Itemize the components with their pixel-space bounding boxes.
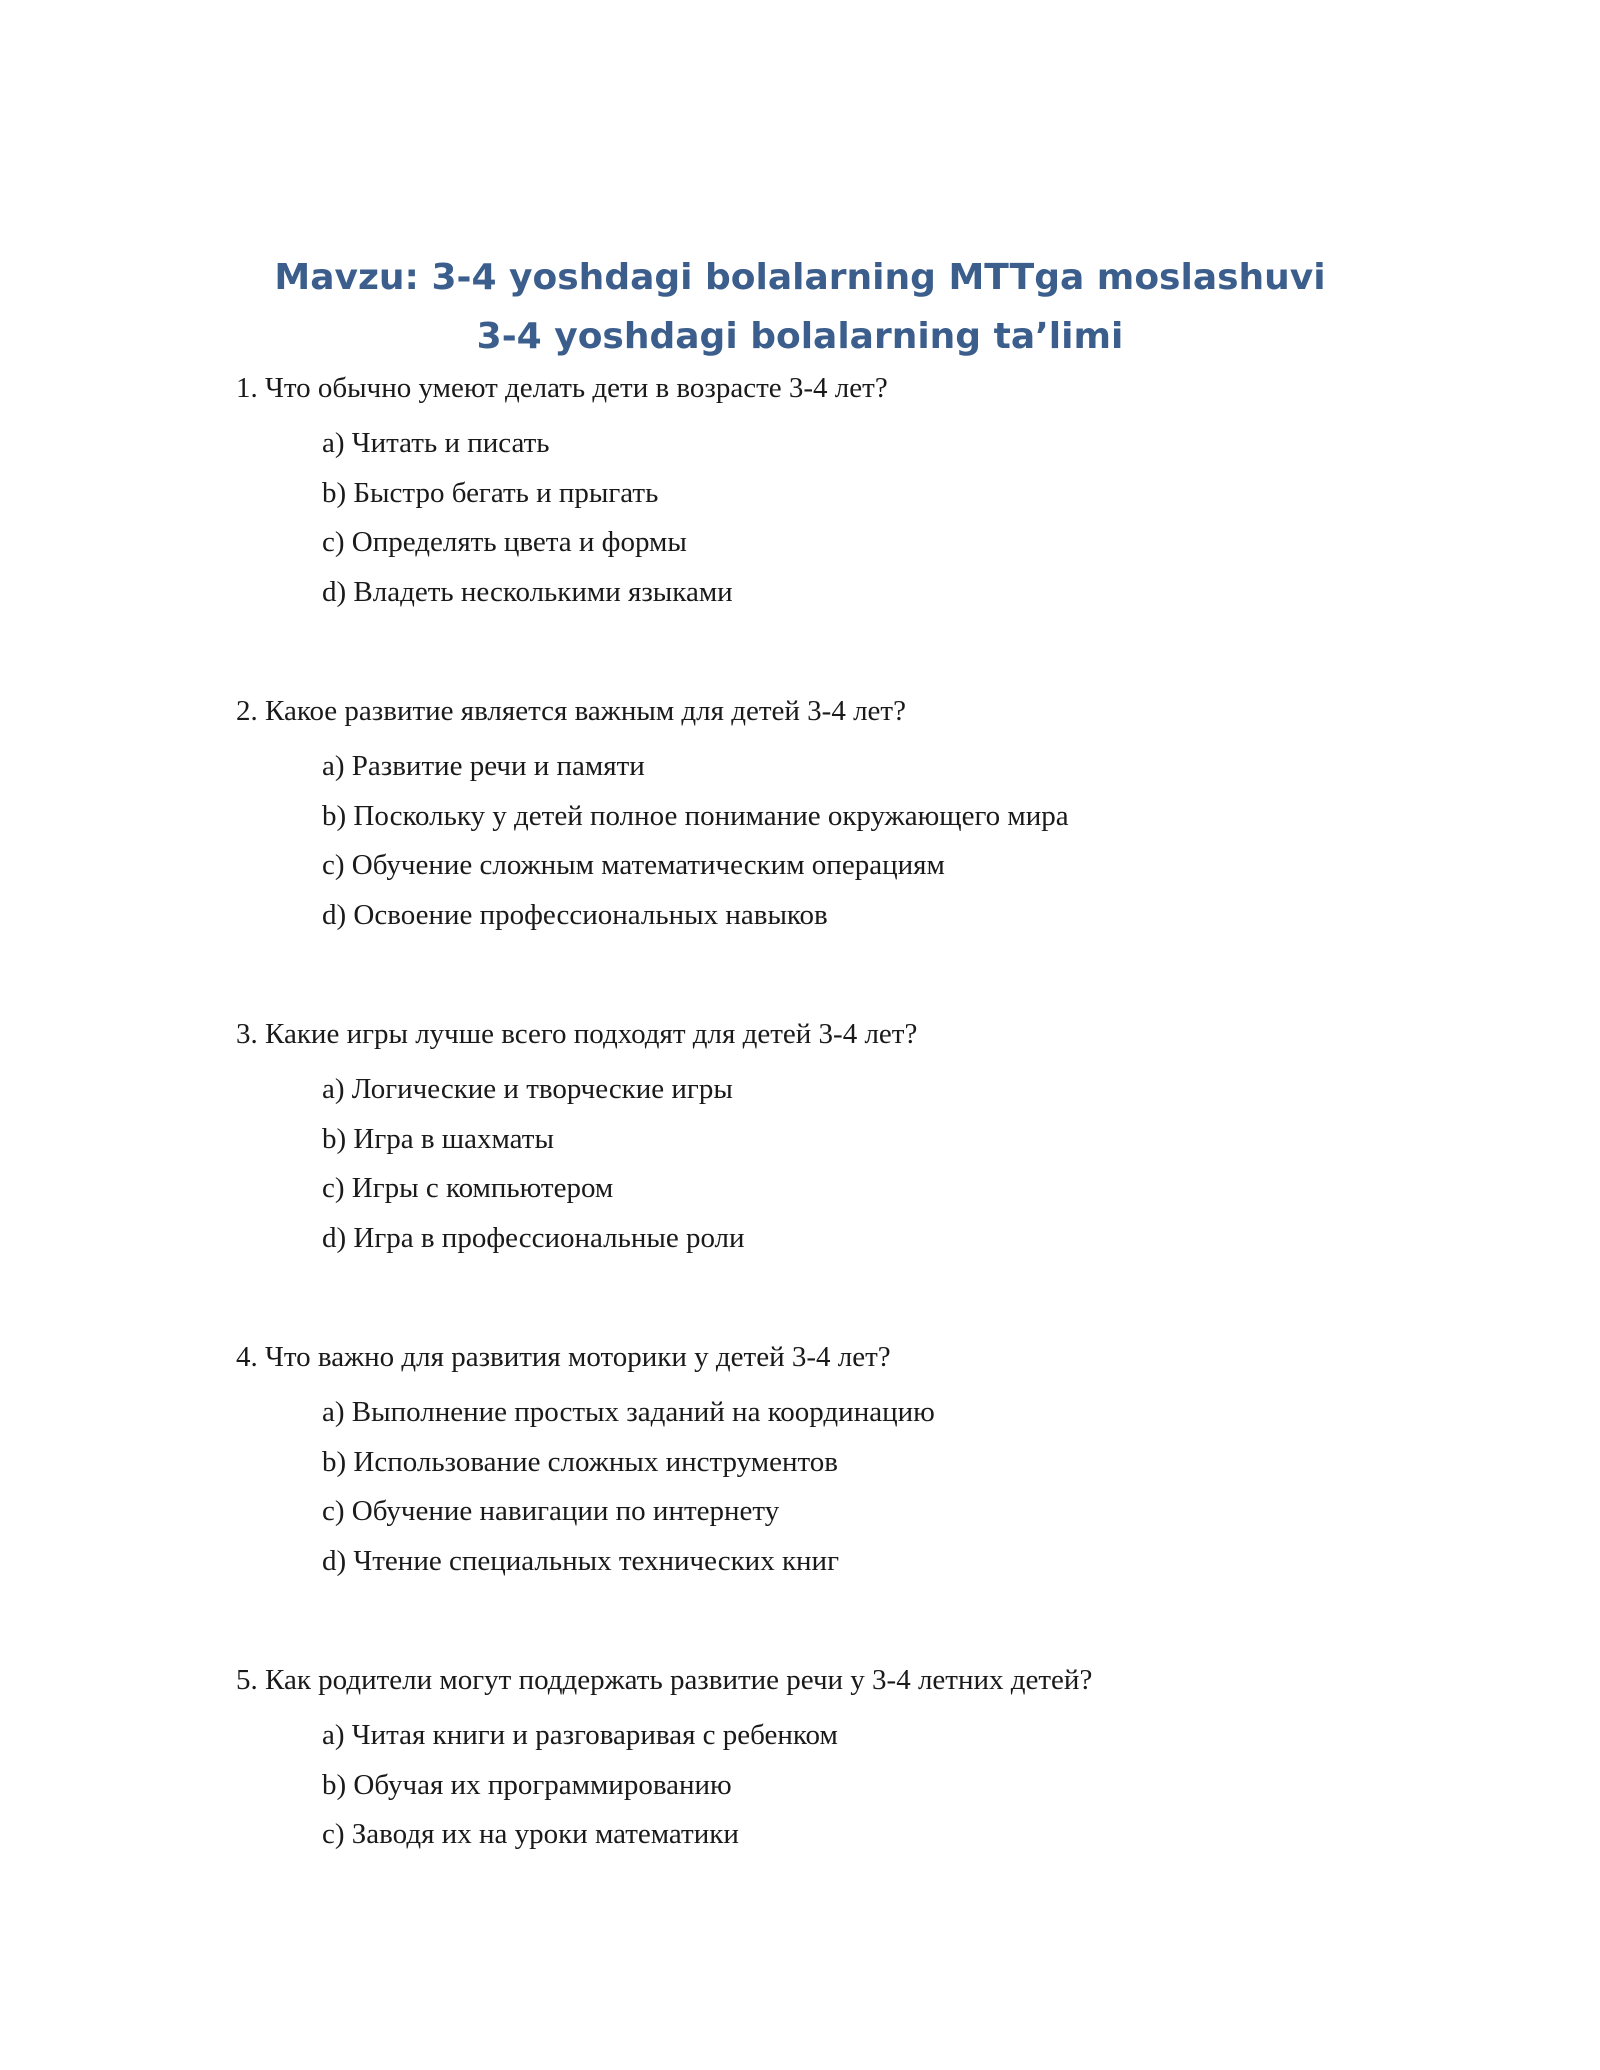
- question-text: 2. Какое развитие является важным для детей 3-4 лет?: [236, 695, 906, 727]
- answer-options: [236, 742, 1416, 940]
- answer-option-d: d) Чтение специальных технических книг: [322, 1544, 839, 1577]
- title-line-1: Mavzu: 3-4 yoshdagi bolalarning MTTga moslashuvi: [274, 257, 1326, 298]
- answer-option-b: b) Обучая их программированию: [322, 1768, 732, 1801]
- answer-option-d: d) Владеть несколькими языками: [322, 575, 733, 608]
- answer-option-b: b) Использование сложных инструментов: [322, 1445, 838, 1478]
- answer-options: [236, 1711, 1416, 1860]
- answer-option-c: c) Игры с компьютером: [322, 1172, 614, 1204]
- question-text: 1. Что обычно умеют делать дети в возрасте 3-4 лет?: [236, 372, 888, 404]
- question-3: [236, 1008, 1416, 1331]
- question-4: [236, 1331, 1416, 1654]
- answer-option-a: a) Читать и писать: [322, 427, 550, 459]
- answer-option-a: a) Логические и творческие игры: [322, 1073, 733, 1105]
- answer-option-a: a) Читая книги и разговаривая с ребенком: [322, 1719, 838, 1751]
- answer-options: [236, 419, 1416, 617]
- answer-option-d: d) Освоение профессиональных навыков: [322, 898, 828, 931]
- document-title: [0, 248, 1600, 366]
- answer-options: [236, 1388, 1416, 1586]
- answer-option-c: c) Заводя их на уроки математики: [322, 1818, 739, 1850]
- question-2: [236, 685, 1416, 1008]
- answer-options: [236, 1065, 1416, 1263]
- question-1: [236, 362, 1416, 685]
- title-line-2: 3-4 yoshdagi bolalarning ta’limi: [476, 316, 1124, 357]
- answer-option-c: c) Определять цвета и формы: [322, 526, 687, 558]
- answer-option-b: b) Игра в шахматы: [322, 1122, 554, 1155]
- question-5: [236, 1654, 1416, 1977]
- question-text: 4. Что важно для развития моторики у детей 3-4 лет?: [236, 1341, 891, 1373]
- question-list: [236, 362, 1416, 1977]
- question-text: 5. Как родители могут поддержать развитие речи у 3-4 летних детей?: [236, 1664, 1093, 1696]
- answer-option-a: a) Выполнение простых заданий на координацию: [322, 1396, 935, 1428]
- answer-option-c: c) Обучение сложным математическим операциям: [322, 849, 945, 881]
- answer-option-b: b) Поскольку у детей полное понимание окружающего мира: [322, 799, 1069, 832]
- answer-option-a: a) Развитие речи и памяти: [322, 750, 645, 782]
- question-text: 3. Какие игры лучше всего подходят для детей 3-4 лет?: [236, 1018, 918, 1050]
- answer-option-c: c) Обучение навигации по интернету: [322, 1495, 780, 1527]
- answer-option-b: b) Быстро бегать и прыгать: [322, 476, 659, 509]
- answer-option-d: d) Игра в профессиональные роли: [322, 1221, 745, 1254]
